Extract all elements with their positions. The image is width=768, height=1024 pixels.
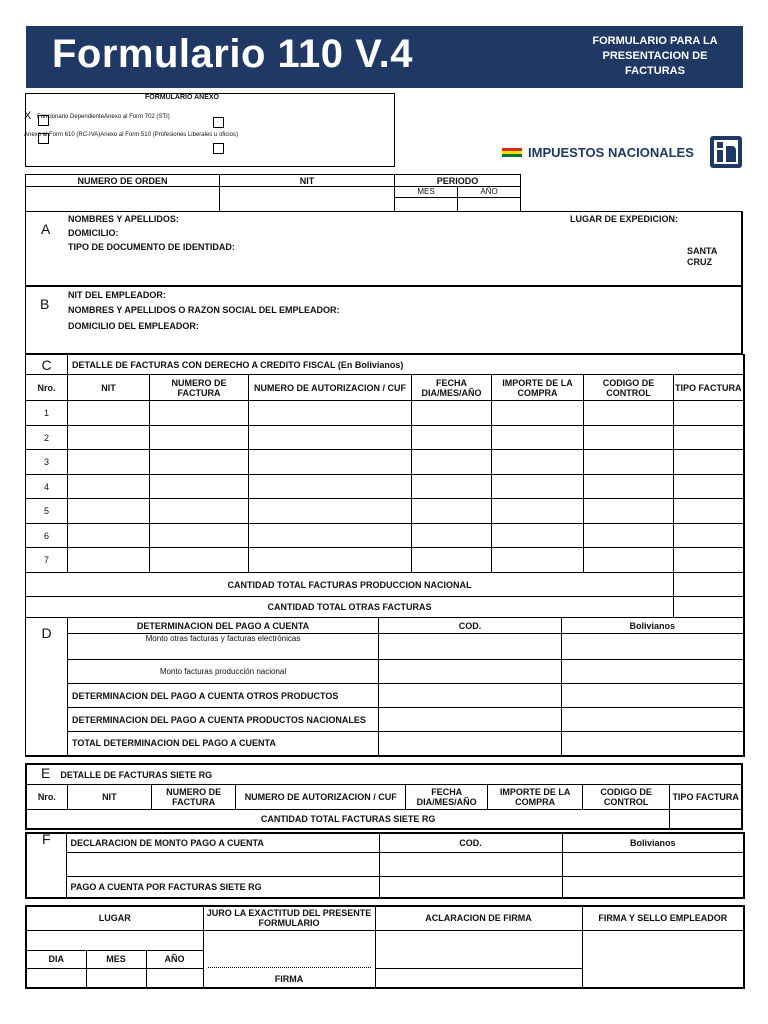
d-amount-field[interactable]: [562, 708, 744, 732]
f-bolivianos-header: Bolivianos: [562, 833, 744, 852]
col-numero-factura: NUMERO DE FACTURA: [150, 375, 249, 401]
table-row: [26, 548, 744, 573]
row-number: 3: [26, 450, 68, 475]
dia-field[interactable]: [26, 968, 86, 988]
d-amount-field[interactable]: [562, 684, 744, 708]
e-col-codigo-control: CODIGO DE CONTROL: [582, 784, 669, 809]
logo-text: IMPUESTOS NACIONALES: [528, 145, 694, 160]
cell[interactable]: [674, 401, 744, 426]
table-row: [26, 499, 744, 524]
total-nacional-label: CANTIDAD TOTAL FACTURAS PRODUCCION NACIONAL: [26, 573, 674, 597]
section-f-letter: F: [26, 833, 66, 898]
cell[interactable]: [584, 401, 674, 426]
section-c-title: DETALLE DE FACTURAS CON DERECHO A CREDITO FISCAL (En Bolivianos): [68, 355, 744, 375]
e-col-numero-factura: NUMERO DE FACTURA: [151, 784, 235, 809]
d-amount-field[interactable]: [562, 660, 744, 684]
cell[interactable]: [412, 401, 492, 426]
cell[interactable]: [584, 426, 674, 450]
cell[interactable]: [584, 450, 674, 475]
row-number: 6: [26, 524, 68, 548]
impuestos-logo-icon: [710, 136, 742, 168]
cell[interactable]: [674, 450, 744, 475]
e-col-tipo-factura: TIPO FACTURA: [670, 784, 742, 809]
cell[interactable]: [249, 499, 412, 524]
section-c-letter: C: [26, 355, 68, 375]
col-importe: IMPORTE DE LA COMPRA: [492, 375, 584, 401]
row-number: 7: [26, 548, 68, 573]
table-row: [26, 524, 744, 548]
e-col-nit: NIT: [67, 784, 151, 809]
cell[interactable]: [674, 426, 744, 450]
f-cod-field[interactable]: [379, 852, 562, 876]
cell[interactable]: [412, 475, 492, 499]
lugar-label: LUGAR: [26, 906, 203, 930]
section-e-title: DETALLE DE FACTURAS SIETE RG: [60, 770, 213, 781]
f-amount-field[interactable]: [562, 852, 744, 876]
cell[interactable]: [68, 450, 150, 475]
cell[interactable]: [412, 548, 492, 573]
cell[interactable]: [492, 426, 584, 450]
col-nro: Nro.: [26, 375, 68, 401]
mes-field-footer[interactable]: [86, 968, 146, 988]
firma-sello-label: FIRMA Y SELLO EMPLEADOR: [582, 906, 744, 930]
f-cod-field[interactable]: [379, 876, 562, 898]
cell[interactable]: [150, 450, 249, 475]
f-blank-label: [66, 852, 379, 876]
col-nit: NIT: [68, 375, 150, 401]
section-b-letter: B: [40, 296, 50, 312]
d-cod-field[interactable]: [379, 660, 562, 684]
section-e-header: [26, 764, 742, 784]
cell[interactable]: [150, 475, 249, 499]
cell[interactable]: [150, 499, 249, 524]
firma-field[interactable]: [203, 930, 375, 988]
cell[interactable]: [249, 426, 412, 450]
checkbox-form-510[interactable]: [213, 143, 224, 154]
anexo-box: [25, 93, 395, 167]
f-amount-field[interactable]: [562, 876, 744, 898]
d-row-label: DETERMINACION DEL PAGO A CUENTA OTROS PRODUCTOS: [68, 684, 379, 708]
section-d-letter: D: [26, 618, 68, 756]
cell[interactable]: [249, 548, 412, 573]
cell[interactable]: [584, 524, 674, 548]
nit-field[interactable]: [220, 187, 395, 212]
col-tipo-factura: TIPO FACTURA: [674, 375, 744, 401]
d-cod-field[interactable]: [379, 634, 562, 660]
top-ids-table: [25, 174, 521, 212]
anio-field[interactable]: [458, 198, 521, 212]
form-title: Formulario 110 V.4: [52, 32, 414, 76]
mes-label: MES: [395, 187, 458, 198]
lugar-expedicion-value: SANTA CRUZ: [687, 246, 717, 267]
e-col-fecha: FECHA DIA/MES/AÑO: [406, 784, 488, 809]
cell[interactable]: [150, 401, 249, 426]
tipo-doc-label: TIPO DE DOCUMENTO DE IDENTIDAD:: [68, 242, 235, 252]
cell[interactable]: [150, 524, 249, 548]
flag-icon: [502, 148, 522, 157]
e-col-autorizacion: NUMERO DE AUTORIZACION / CUF: [236, 784, 406, 809]
juro-label: JURO LA EXACTITUD DEL PRESENTE FORMULARIO: [203, 906, 375, 930]
lugar-field[interactable]: [26, 930, 203, 950]
cell[interactable]: [492, 475, 584, 499]
total-otras-field[interactable]: [674, 597, 744, 618]
section-f-table: [25, 832, 745, 899]
table-row: [26, 426, 744, 450]
section-e-table: [25, 763, 743, 830]
section-f-title: DECLARACION DE MONTO PAGO A CUENTA: [66, 833, 379, 852]
section-a-letter: A: [41, 221, 51, 237]
anexo-title: FORMULARIO ANEXO: [144, 94, 220, 101]
numero-orden-label: NUMERO DE ORDEN: [26, 175, 220, 187]
pago-siete-rg-label: PAGO A CUENTA POR FACTURAS SIETE RG: [66, 876, 379, 898]
cell[interactable]: [584, 499, 674, 524]
col-codigo-control: CODIGO DE CONTROL: [584, 375, 674, 401]
cell[interactable]: [68, 475, 150, 499]
d-amount-field[interactable]: [562, 634, 744, 660]
cell[interactable]: [584, 475, 674, 499]
col-autorizacion: NUMERO DE AUTORIZACION / CUF: [249, 375, 412, 401]
cell[interactable]: [674, 475, 744, 499]
dia-label: DIA: [26, 950, 86, 968]
total-siete-rg-label: CANTIDAD TOTAL FACTURAS SIETE RG: [26, 809, 670, 829]
d-row-label: Monto otras facturas y facturas electrónicas: [68, 634, 379, 660]
nombres-label: NOMBRES Y APELLIDOS:: [68, 214, 179, 224]
d-amount-field[interactable]: [562, 732, 744, 756]
anexo-line2: Anexo al Form 610 (RC-IVA)Anexo al Form 510 (Profesiones Liberales u oficios): [24, 132, 238, 138]
e-col-nro: Nro.: [26, 784, 67, 809]
row-number: 5: [26, 499, 68, 524]
cell[interactable]: [674, 499, 744, 524]
e-col-importe: IMPORTE DE LA COMPRA: [488, 784, 583, 809]
cell[interactable]: [68, 548, 150, 573]
cell[interactable]: [674, 548, 744, 573]
d-cod-field[interactable]: [379, 732, 562, 756]
col-fecha: FECHA DIA/MES/AÑO: [412, 375, 492, 401]
domicilio-empleador-label: DOMICILIO DEL EMPLEADOR:: [68, 321, 199, 331]
cell[interactable]: [249, 475, 412, 499]
row-number: 4: [26, 475, 68, 499]
d-bolivianos-header: Bolivianos: [562, 618, 744, 634]
table-row: [26, 450, 744, 475]
section-e-letter: E: [41, 765, 51, 782]
cell[interactable]: [492, 401, 584, 426]
d-row-label: DETERMINACION DEL PAGO A CUENTA PRODUCTOS NACIONALES: [68, 708, 379, 732]
cell[interactable]: [412, 524, 492, 548]
table-row: [26, 475, 744, 499]
cell[interactable]: [492, 524, 584, 548]
cell[interactable]: [249, 524, 412, 548]
firma-label: FIRMA: [274, 974, 304, 984]
d-row-label: TOTAL DETERMINACION DEL PAGO A CUENTA: [68, 732, 379, 756]
cell[interactable]: [412, 450, 492, 475]
nombres-empleador-label: NOMBRES Y APELLIDOS O RAZON SOCIAL DEL EMPLEADOR:: [68, 305, 340, 315]
anio-label-footer: AÑO: [146, 950, 203, 968]
section-d-table: [25, 617, 745, 757]
signature-table: [25, 905, 745, 989]
row-number: 1: [26, 401, 68, 426]
anexo-line1: Funcionario DependienteAnexo al Form 702 (STI): [37, 114, 170, 120]
aclaracion-field[interactable]: [375, 930, 582, 968]
checkbox-form-702[interactable]: [213, 117, 224, 128]
cell[interactable]: [412, 426, 492, 450]
aclaracion-label: ACLARACION DE FIRMA: [375, 906, 582, 930]
f-cod-header: COD.: [379, 833, 562, 852]
cell[interactable]: [674, 524, 744, 548]
d-cod-header: COD.: [379, 618, 562, 634]
mes-field[interactable]: [395, 198, 458, 212]
d-row-label: Monto facturas producción nacional: [68, 660, 379, 684]
periodo-label: PERIODO: [395, 175, 521, 187]
cell[interactable]: [584, 548, 674, 573]
cell[interactable]: [249, 401, 412, 426]
nit-label: NIT: [220, 175, 395, 187]
table-row: [26, 401, 744, 426]
section-c-table: [25, 354, 745, 618]
total-siete-rg-field[interactable]: [670, 809, 742, 829]
cell[interactable]: [249, 450, 412, 475]
total-otras-label: CANTIDAD TOTAL OTRAS FACTURAS: [26, 597, 674, 618]
d-cod-field[interactable]: [379, 708, 562, 732]
anexo-mark: X: [24, 110, 32, 122]
d-cod-field[interactable]: [379, 684, 562, 708]
cell[interactable]: [68, 524, 150, 548]
cell[interactable]: [68, 499, 150, 524]
numero-orden-field[interactable]: [26, 187, 220, 212]
cell[interactable]: [412, 499, 492, 524]
aclaracion-field-lower[interactable]: [375, 968, 582, 988]
firma-sello-field[interactable]: [582, 930, 744, 988]
lugar-expedicion-label: LUGAR DE EXPEDICION:: [570, 214, 679, 224]
section-d-title: DETERMINACION DEL PAGO A CUENTA: [68, 618, 379, 634]
cell[interactable]: [68, 401, 150, 426]
total-nacional-field[interactable]: [674, 573, 744, 597]
cell[interactable]: [492, 548, 584, 573]
cell[interactable]: [150, 548, 249, 573]
nit-empleador-label: NIT DEL EMPLEADOR:: [68, 290, 166, 300]
cell[interactable]: [68, 426, 150, 450]
row-number: 2: [26, 426, 68, 450]
anio-label: AÑO: [458, 187, 521, 198]
form-subtitle: FORMULARIO PARA LA PRESENTACION DE FACTURAS: [592, 35, 718, 77]
cell[interactable]: [492, 499, 584, 524]
cell[interactable]: [150, 426, 249, 450]
domicilio-label: DOMICILIO:: [68, 228, 119, 238]
mes-label-footer: MES: [86, 950, 146, 968]
anio-field-footer[interactable]: [146, 968, 203, 988]
cell[interactable]: [492, 450, 584, 475]
